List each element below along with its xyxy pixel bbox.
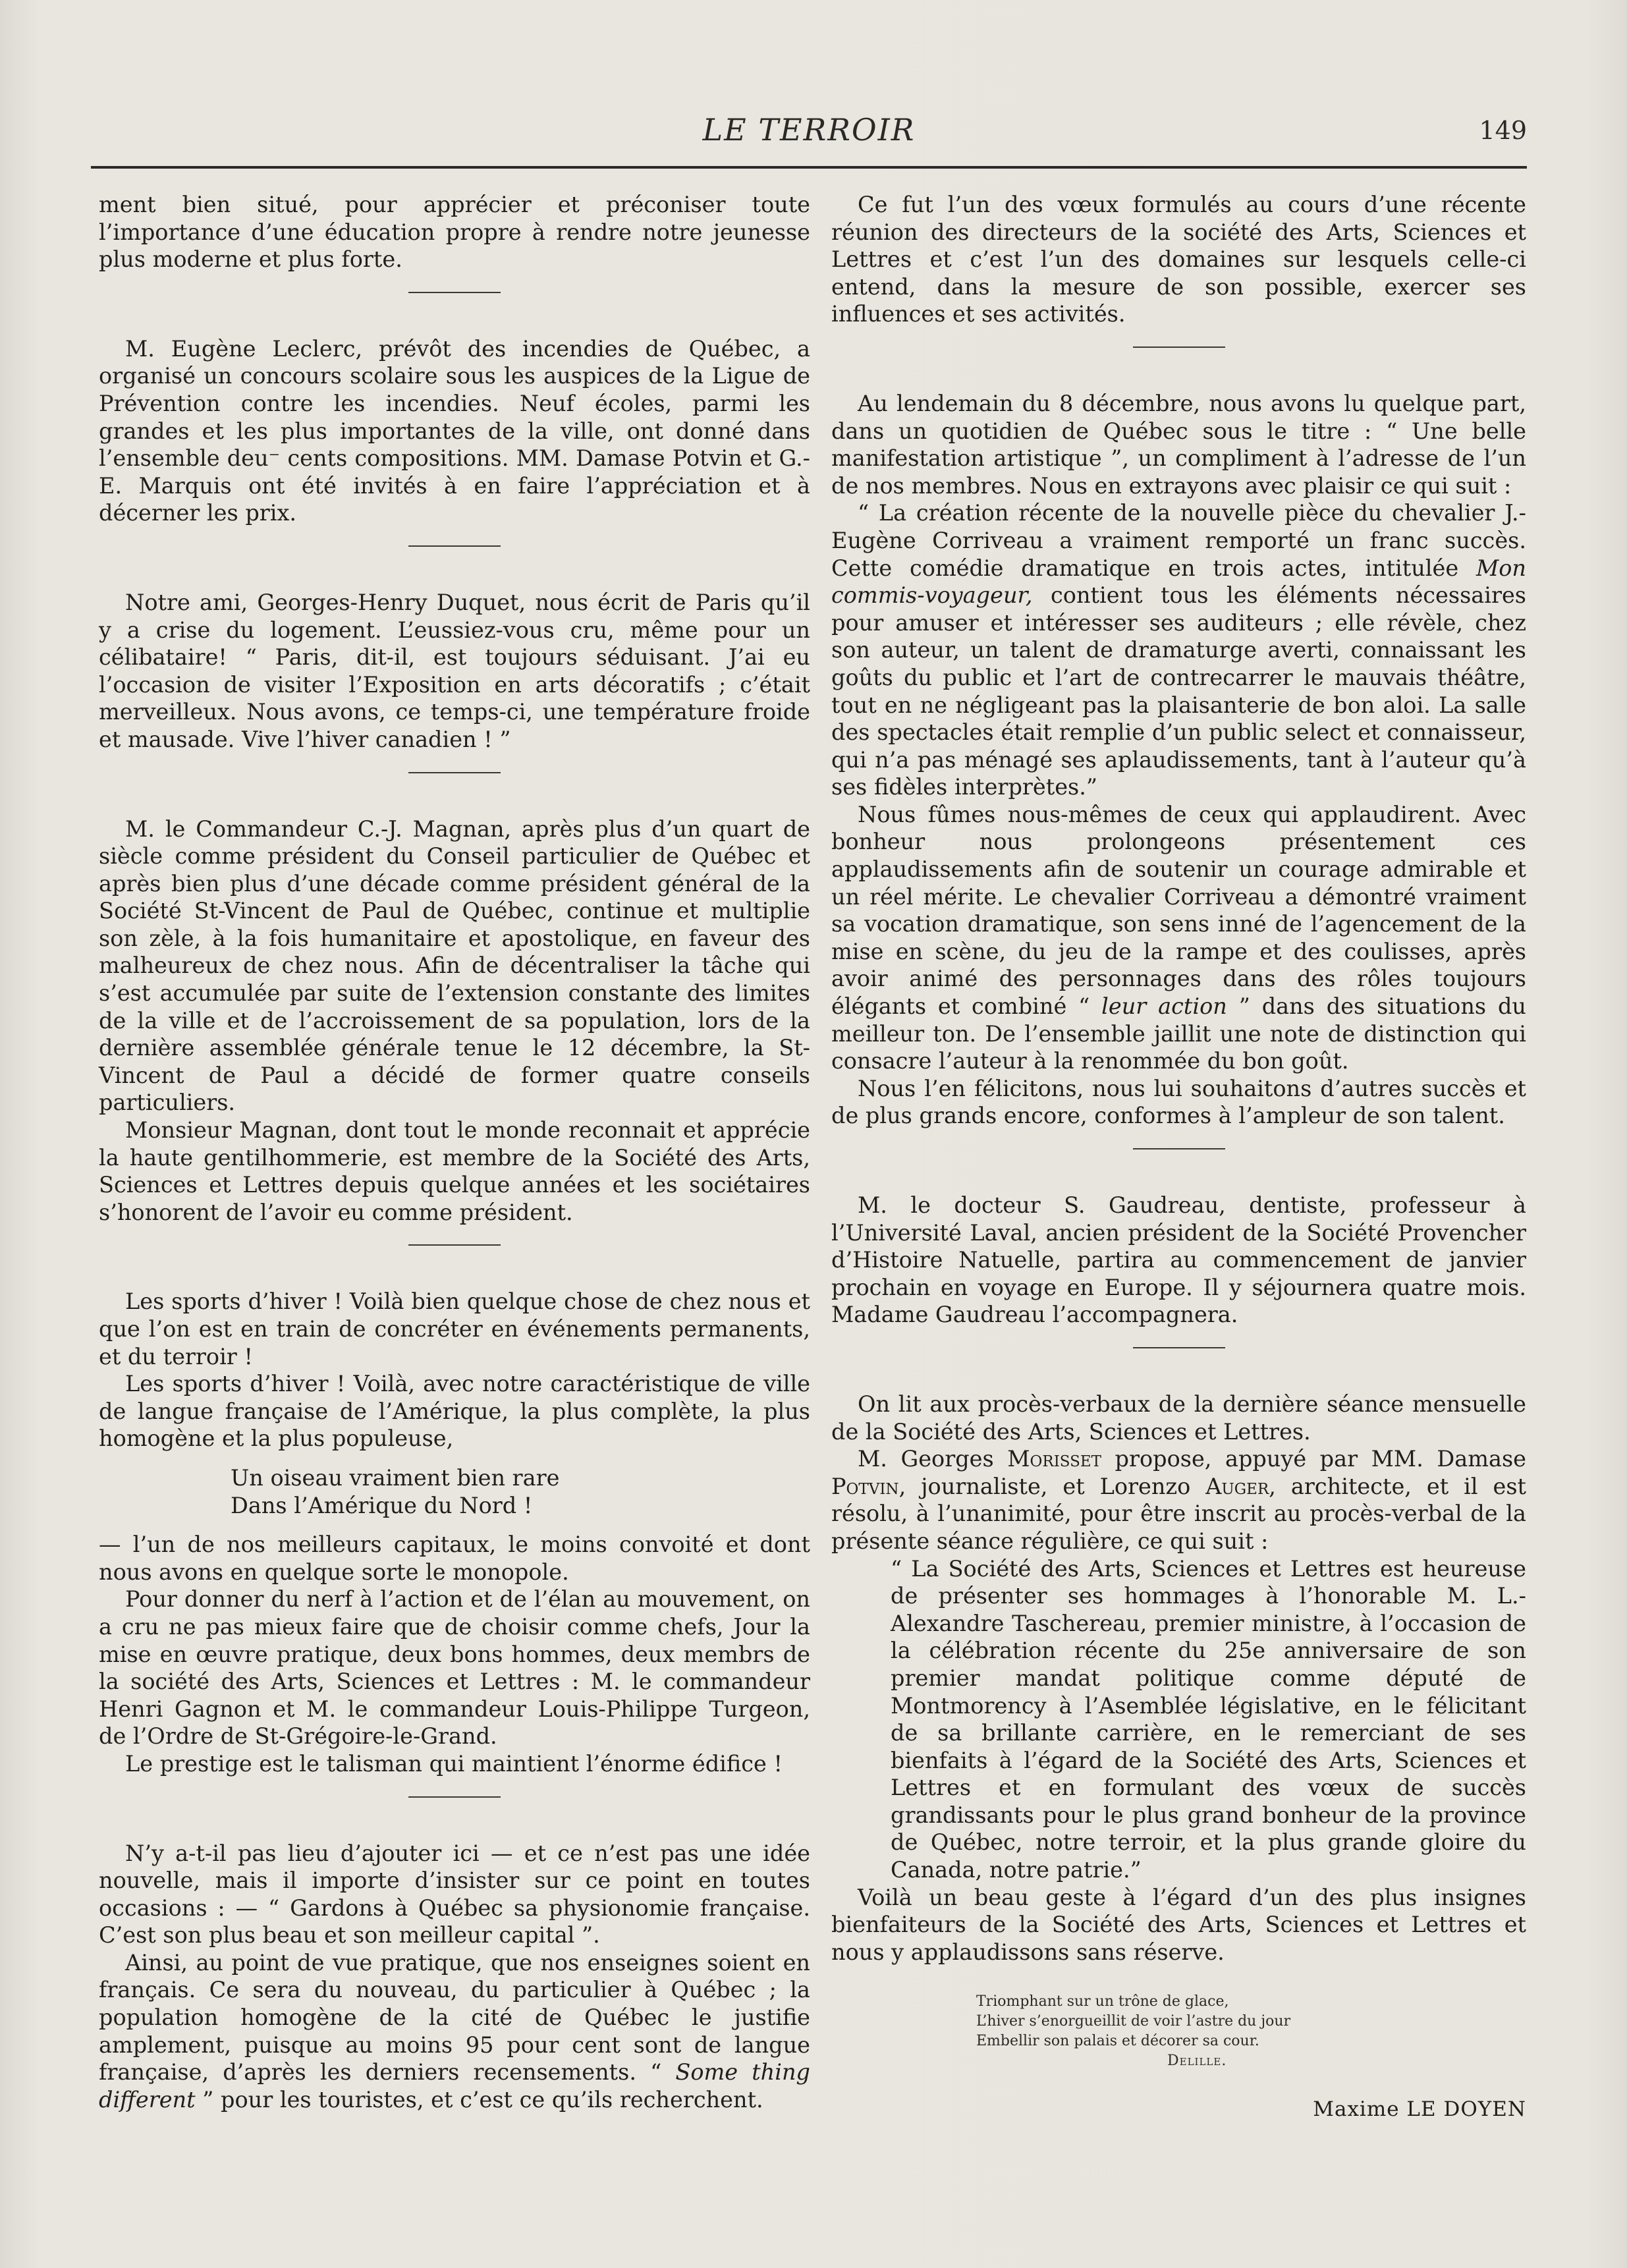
paragraph: Nous l’en félicitons, nous lui souhaitons d’autres succès et de plus grands encore, conformes à l’ampleur de son talent. <box>831 1075 1526 1129</box>
text-run: propose, appuyé par MM. Damase <box>1101 1446 1526 1472</box>
epigraph-attribution: Delille. <box>1167 2053 1227 2070</box>
text-run: Nous fûmes nous-mêmes de ceux qui applaudirent. Avec bonheur nous prolongeons présentement ces applaudissements afin de soutenir un courage admirable et un réel mérite. Le chevalier Corriveau a démontré vraiment sa vocation dramatique, son sens inné de l’agencement de la mise en scène, du jeu de la rampe et des coulisses, après avoir animé des personnages dans des rôles toujours élégants et combiné “ <box>831 801 1526 1020</box>
italic-run: leur action <box>1101 993 1227 1020</box>
separator <box>408 1796 501 1798</box>
paragraph <box>831 499 1526 801</box>
italic-run: Mon commis-voyageur, <box>831 555 1526 609</box>
paragraph <box>831 801 1526 1075</box>
paragraph: Voilà un beau geste à l’égard d’un des plus insignes bienfaiteurs de la Société des Arts, Sciences et Lettres et nous y applaudissons sans réserve. <box>831 1884 1526 1965</box>
paragraph: ment bien situé, pour apprécier et préconiser toute l’importance d’une éducation propre à rendre notre jeunesse plus moderne et plus forte. <box>99 192 810 273</box>
name-run: Potvin <box>831 1473 899 1499</box>
paragraph: N’y a-t-il pas lieu d’ajouter ici — et ce n’est pas une idée nouvelle, mais il importe d’insister sur ce point en toutes occasions : — “ Gardons à Québec sa physionomie française. C’est son plus beau et son meilleur capital ”. <box>99 1840 810 1949</box>
text-run: Ainsi, au point de vue pratique, que nos enseignes soient en français. Ce sera du nouveau, du particulier à Québec ; la population homogène de la cité de Québec le justifie amplement, puisque au moins 95 pour cent sont de langue française, d’après les derniers recensements. “ <box>99 1949 810 2086</box>
paragraph: Les sports d’hiver ! Voilà, avec notre caractéristique de ville de langue française de l’Amérique, la plus complète, la plus homogène et la plus populeuse, <box>99 1371 810 1452</box>
paragraph: “ La Société des Arts, Sciences et Lettres est heureuse de présenter ses hommages à l’honorable M. L.-Alexandre Taschereau, premier ministre, à l’occasion de la célébration récente du 25e anniversaire de son premier mandat politique comme député de Montmorency à l’Asemblée législative, en le félicitant de sa brillante carrière, en le remerciant de ses bienfaits à l’égard de la Société des Arts, Sciences et Lettres et en formulant des vœux de succès grandissants pour le plus grand bonheur de la province de Québec, notre terroir, et la plus grande gloire du Canada, notre patrie.” <box>891 1555 1526 1883</box>
separator <box>1133 1347 1225 1348</box>
running-title: LE TERROIR <box>702 112 916 148</box>
separator <box>1133 346 1225 348</box>
paragraph: M. Eugène Leclerc, prévôt des incendies de Québec, a organisé un concours scolaire sous les auspices de la Ligue de Prévention contre les incendies. Neuf écoles, parmi les grandes et les plus importantes de la ville, ont donné dans l’ensemble deu⁻ cents compositions. MM. Damase Potvin et G.-E. Marquis ont été invités à en faire l’appréciation et à décerner les prix. <box>99 335 810 526</box>
separator <box>408 1244 501 1246</box>
separator <box>408 545 501 547</box>
paragraph: Au lendemain du 8 décembre, nous avons lu quelque part, dans un quotidien de Québec sous le titre : “ Une belle manifestation artistique ”, un compliment à l’adresse de l’un de nos membres. Nous en extrayons avec plaisir ce qui suit : <box>831 390 1526 499</box>
paragraph: M. le docteur S. Gaudreau, dentiste, professeur à l’Université Laval, ancien président de la Société Provencher d’Histoire Natuelle, partira au commencement de janvier prochain en voyage en Europe. Il y séjournera quatre mois. Madame Gaudreau l’accompagnera. <box>831 1192 1526 1328</box>
right-column <box>831 191 1526 2124</box>
paragraph: Ce fut l’un des vœux formulés au cours d’une récente réunion des directeurs de la société des Arts, Sciences et Lettres et c’est l’un des domaines sur lesquels celle-ci entend, dans la mesure de son possible, exercer ses influences et ses activités. <box>831 192 1526 327</box>
name-run: Morisset <box>1007 1446 1102 1472</box>
page-header <box>91 105 1527 158</box>
paragraph <box>831 1445 1526 1555</box>
italic-run: Some thing different <box>99 2059 810 2113</box>
paragraph: Notre ami, Georges-Henry Duquet, nous écrit de Paris qu’il y a crise du logement. L’eussiez-vous cru, même pour un célibataire! “ Paris, dit-il, est toujours séduisant. J’ai eu l’occasion de visiter l’Exposition en arts décoratifs ; c’était merveilleux. Nous avons, ce temps-ci, une température froide et mausade. Vive l’hiver canadien ! ” <box>99 589 810 752</box>
paragraph: Pour donner du nerf à l’action et de l’élan au mouvement, on a cru ne pas mieux faire que de choisir comme chefs, Jour la mise en œuvre pratique, deux bons hommes, deux membrs de la société des Arts, Sciences et Lettres : M. le commandeur Henri Gagnon et M. le commandeur Louis-Philippe Turgeon, de l’Ordre de St-Grégoire-le-Grand. <box>99 1586 810 1750</box>
text-run: “ La création récente de la nouvelle pièce du chevalier J.-Eugène Corriveau a vraiment remporté un franc succès. Cette comédie dramatique en trois actes, intitulée <box>831 500 1526 581</box>
page-number: 149 <box>1479 116 1527 145</box>
text-run: , journaliste, et Lorenzo <box>898 1473 1206 1499</box>
separator <box>1133 1148 1225 1149</box>
name-run: Auger <box>1205 1473 1269 1499</box>
separator <box>408 772 501 773</box>
paragraph: Les sports d’hiver ! Voilà bien quelque chose de chez nous et que l’on est en train de concréter en événements permanents, et du terroir ! <box>99 1288 810 1369</box>
resolution-quote <box>831 1555 1526 1884</box>
verse <box>99 1464 810 1519</box>
text-run: ” dans des situations du meilleur ton. De l’ensemble jaillit une note de distinction qui consacre l’auteur à la renommée du bon goût. <box>831 993 1526 1074</box>
separator <box>408 292 501 293</box>
epigraph <box>831 1992 1526 2071</box>
text-run: M. Georges <box>858 1446 1008 1472</box>
verse-line: Embellir son palais et décorer sa cour. <box>976 2033 1259 2050</box>
author-signature: Maxime LE DOYEN <box>1313 2097 1526 2122</box>
text-run: contient tous les éléments nécessaires pour amuser et intéresser ses auditeurs ; elle révèle, chez son auteur, un talent de dramaturge averti, connaissant les goûts du public et l’art de contrecarrer le mauvais théâtre, tout en ne négligeant pas la plaisanterie de bon aloi. La salle des spectacles était remplie d’un public select et connaisseur, qui n’a pas ménagé ses aplaudissements, tant à l’auteur qu’à ses fidèles interprètes.” <box>831 582 1526 800</box>
header-rule <box>91 166 1527 169</box>
text-run: , architecte, et il est résolu, à l’unanimité, pour être inscrit au procès-verbal de la présente séance régulière, ce qui suit : <box>831 1473 1526 1554</box>
verse-line: L’hiver s’enorgueillit de voir l’astre du jour <box>976 2013 1291 2030</box>
paragraph: — l’un de nos meilleurs capitaux, le moins convoité et dont nous avons en quelque sorte le monopole. <box>99 1532 810 1585</box>
paragraph: On lit aux procès-verbaux de la dernière séance mensuelle de la Société des Arts, Sciences et Lettres. <box>831 1391 1526 1445</box>
paragraph: M. le Commandeur C.-J. Magnan, après plus d’un quart de siècle comme président du Conseil particulier de Québec et après bien plus d’une décade comme président général de la Société St-Vincent de Paul de Québec, continue et multiplie son zèle, à la fois humanitaire et apostolique, en faveur des malheureux de chez nous. Afin de décentraliser la tâche qui s’est accumulée par suite de l’extension constante des limites de la ville et de l’accroissement de sa population, lors de la dernière assemblée générale tenue le 12 décembre, la St-Vincent de Paul a décidé de former quatre conseils particuliers. <box>99 816 810 1116</box>
paragraph: Le prestige est le talisman qui maintient l’énorme édifice ! <box>125 1750 783 1777</box>
verse-line: Triomphant sur un trône de glace, <box>976 1993 1229 2010</box>
left-column <box>99 191 810 2113</box>
paragraph <box>99 1949 810 2114</box>
verse-line: Un oiseau vraiment bien rare <box>231 1464 560 1491</box>
verse-line: Dans l’Amérique du Nord ! <box>231 1492 533 1518</box>
paragraph: Monsieur Magnan, dont tout le monde reconnait et apprécie la haute gentilhommerie, est membre de la Société des Arts, Sciences et Lettres depuis quelque années et les sociétaires s’honorent de l’avoir eu comme président. <box>99 1117 810 1225</box>
text-run: ” pour les touristes, et c’est ce qu’ils recherchent. <box>195 2086 763 2113</box>
